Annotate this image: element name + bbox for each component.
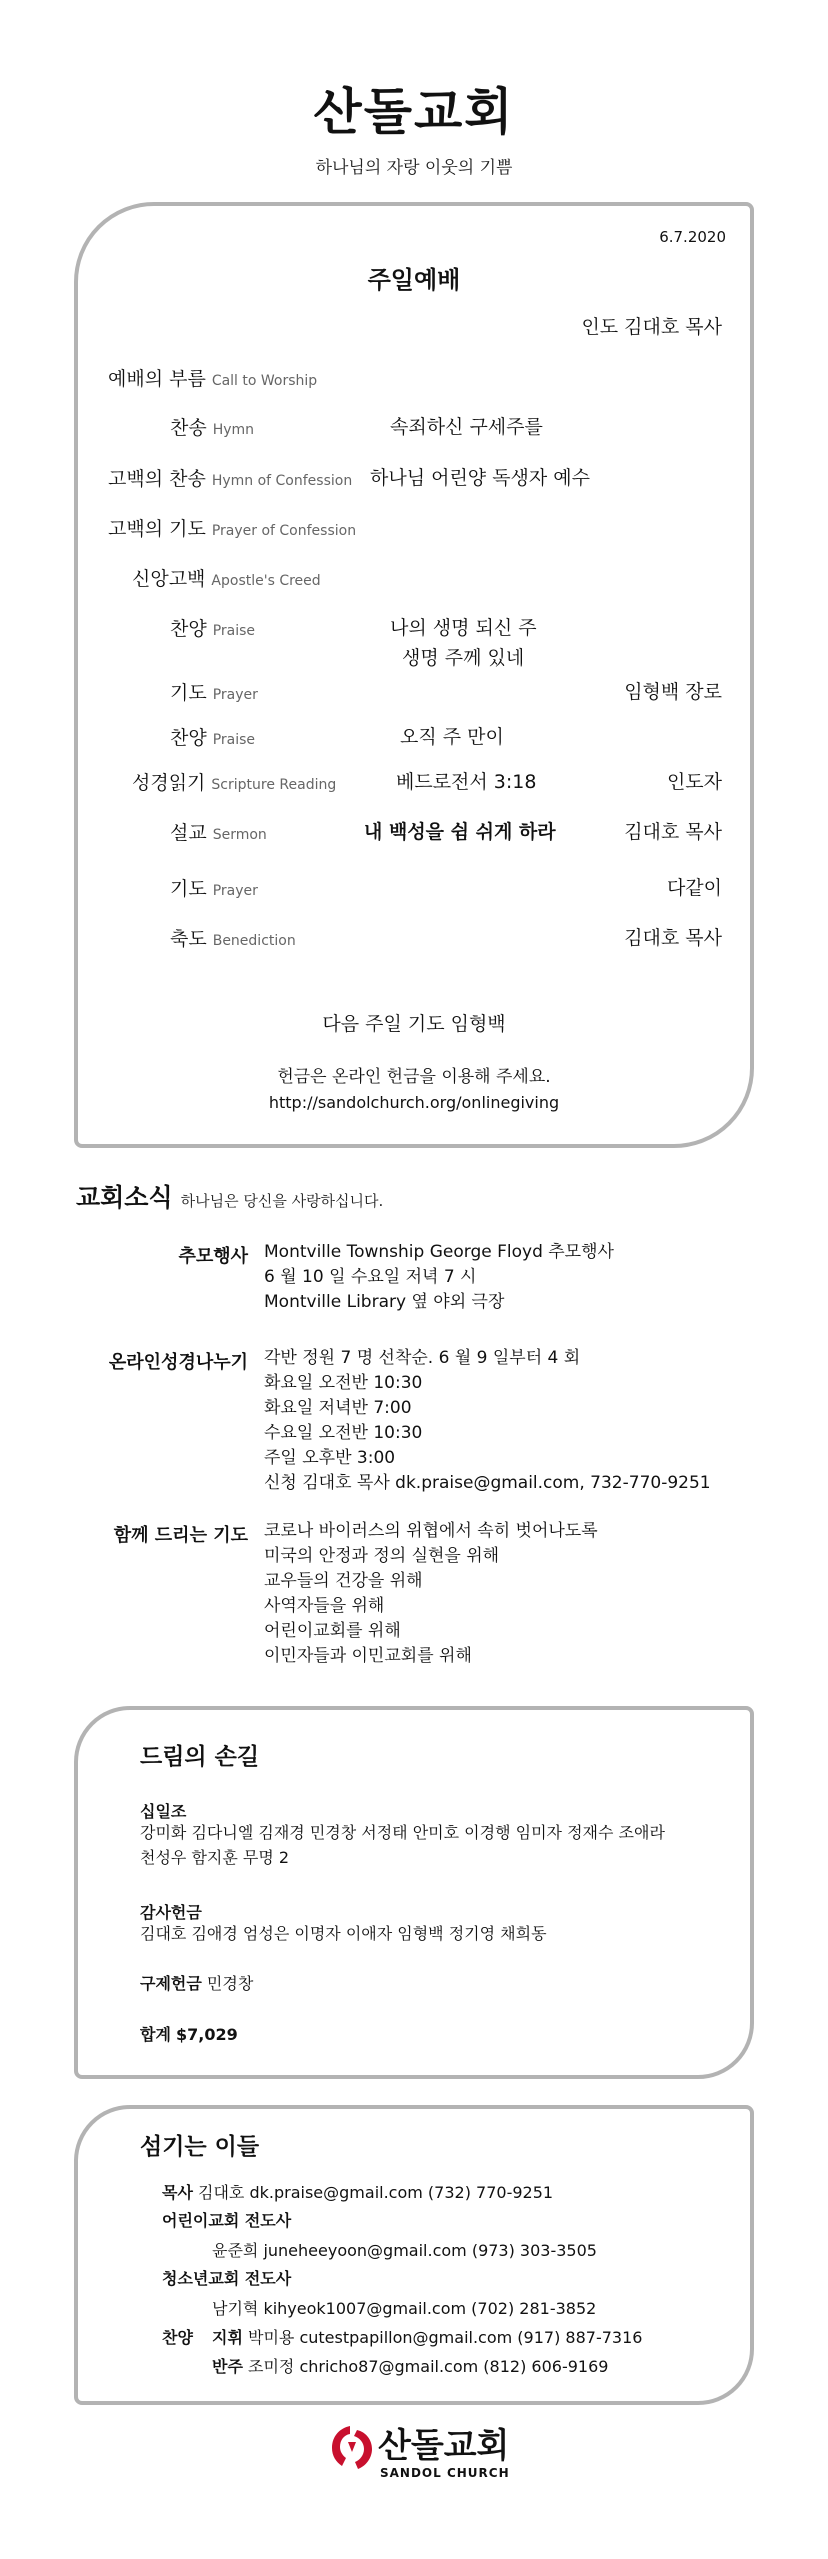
order-label: 기도 bbox=[170, 878, 207, 900]
news-line: 교우들의 건강을 위해 bbox=[264, 1571, 423, 1591]
thanks-names: 김대호 김애경 엄성은 이명자 이애자 임형백 정기영 채희동 bbox=[140, 1924, 547, 1943]
news-line: 수요일 오전반 10:30 bbox=[264, 1423, 423, 1443]
pastor-role: 목사 bbox=[162, 2183, 193, 2202]
news-label: 추모행사 bbox=[178, 1246, 248, 1267]
news-label: 온라인성경나누기 bbox=[108, 1352, 248, 1373]
order-label-en: Prayer bbox=[212, 883, 258, 899]
worship-title: 주일예배 bbox=[367, 266, 461, 294]
order-label-en: Apostle's Creed bbox=[211, 573, 321, 589]
order-label: 찬양 bbox=[170, 727, 207, 749]
order-row-prayer bbox=[170, 678, 258, 705]
pastor-row bbox=[162, 2180, 553, 2203]
news-line: 화요일 저녁반 7:00 bbox=[264, 1398, 412, 1418]
next-prayer: 다음 주일 기도 임형백 bbox=[322, 1013, 506, 1035]
total-row bbox=[140, 2022, 238, 2047]
order-right: 인도자 bbox=[666, 771, 722, 793]
order-row-praise-2 bbox=[170, 723, 255, 750]
offering-link[interactable]: http://sandolchurch.org/onlinegiving bbox=[268, 1093, 560, 1112]
total-label: 합계 bbox=[140, 2025, 171, 2044]
youth-info: 남기혁 kihyeok1007@gmail.com (702) 281-3852 bbox=[212, 2299, 597, 2318]
order-label-en: Benediction bbox=[212, 933, 296, 949]
news-text bbox=[264, 1519, 598, 1669]
order-content: 베드로전서 3:18 bbox=[396, 771, 537, 793]
relief-row bbox=[140, 1971, 253, 1996]
accompanist-info: 조미정 chricho87@gmail.com (812) 606-9169 bbox=[248, 2357, 609, 2376]
order-row-prayer-2 bbox=[170, 874, 258, 901]
news-title-text: 교회소식 bbox=[76, 1183, 173, 1212]
news-title bbox=[76, 1178, 383, 1214]
footer-logo-en: SANDOL CHURCH bbox=[380, 2466, 510, 2480]
order-content: 생명 주께 있네 bbox=[402, 647, 525, 669]
church-title: 산돌교회 bbox=[313, 83, 515, 141]
order-label: 고백의 기도 bbox=[108, 518, 206, 540]
accompanist-role: 반주 bbox=[212, 2357, 243, 2376]
order-label: 예배의 부름 bbox=[108, 368, 206, 390]
church-logo-icon bbox=[328, 2422, 374, 2472]
youth-role: 청소년교회 전도사 bbox=[162, 2269, 292, 2288]
news-subtitle: 하나님은 당신을 사랑하십니다. bbox=[180, 1192, 384, 1210]
relief-name: 민경창 bbox=[206, 1974, 254, 1993]
order-label-en: Praise bbox=[212, 623, 256, 639]
order-row-confession-prayer bbox=[108, 514, 356, 541]
order-label-en: Call to Worship bbox=[211, 373, 318, 389]
news-line: Montville Library 옆 야외 극장 bbox=[264, 1292, 505, 1312]
tithe-label: 십일조 bbox=[140, 1802, 187, 1821]
news-line: 주일 오후반 3:00 bbox=[264, 1448, 396, 1468]
news-text bbox=[264, 1240, 614, 1315]
order-label-en: Scripture Reading bbox=[211, 777, 337, 793]
order-label: 신앙고백 bbox=[132, 568, 206, 590]
order-right: 다같이 bbox=[666, 877, 722, 899]
order-row-scripture bbox=[132, 768, 336, 795]
order-content: 나의 생명 되신 주 bbox=[390, 617, 537, 639]
news-line: 화요일 오전반 10:30 bbox=[264, 1373, 423, 1393]
children-info: 윤준희 juneheeyoon@gmail.com (973) 303-3505 bbox=[212, 2241, 597, 2260]
news-line: 미국의 안정과 정의 실현을 위해 bbox=[264, 1546, 500, 1566]
worship-order-box bbox=[74, 202, 754, 1148]
order-label: 설교 bbox=[170, 822, 207, 844]
order-label-en: Prayer of Confession bbox=[211, 523, 357, 539]
order-right: 김대호 목사 bbox=[624, 927, 722, 949]
thanks-label: 감사헌금 bbox=[140, 1903, 202, 1922]
total-value: $7,029 bbox=[176, 2025, 238, 2044]
tithe-line: 강미화 김다니엘 김재경 민경창 서정태 안미호 이경행 임미자 정재수 조애라 bbox=[140, 1823, 665, 1842]
news-line: 코로나 바이러스의 위협에서 속히 벗어나도록 bbox=[264, 1521, 598, 1541]
conductor-row bbox=[212, 2325, 642, 2348]
news-line: 6 월 10 일 수요일 저녁 7 시 bbox=[264, 1267, 477, 1287]
order-content: 하나님 어린양 독생자 예수 bbox=[370, 467, 591, 489]
pastor-info: 김대호 dk.praise@gmail.com (732) 770-9251 bbox=[198, 2183, 554, 2202]
order-row-benediction bbox=[170, 924, 296, 951]
order-row-praise-1 bbox=[170, 614, 255, 641]
order-row-creed bbox=[132, 564, 321, 591]
order-label: 찬송 bbox=[170, 417, 207, 439]
footer-logo-text: 산돌교회 bbox=[378, 2426, 510, 2466]
news-line: 각반 정원 7 명 선착순. 6 월 9 일부터 4 회 bbox=[264, 1348, 581, 1368]
order-label: 축도 bbox=[170, 928, 207, 950]
church-subtitle: 하나님의 자랑 이웃의 기쁨 bbox=[315, 158, 513, 178]
order-right: 임형백 장로 bbox=[624, 681, 722, 703]
news-label: 함께 드리는 기도 bbox=[113, 1525, 248, 1546]
order-row-call bbox=[108, 364, 317, 391]
children-role: 어린이교회 전도사 bbox=[162, 2211, 292, 2230]
order-row-sermon bbox=[170, 818, 267, 845]
order-label-en: Hymn of Confession bbox=[211, 473, 353, 489]
news-line: 어린이교회를 위해 bbox=[264, 1621, 401, 1641]
relief-label: 구제헌금 bbox=[140, 1974, 202, 1993]
order-content: 속죄하신 구세주를 bbox=[390, 416, 543, 438]
order-row-hymn bbox=[170, 413, 254, 440]
conductor-info: 박미용 cutestpapillon@gmail.com (917) 887-7316 bbox=[248, 2328, 643, 2347]
order-label-en: Hymn bbox=[212, 422, 255, 438]
offering-title: 드림의 손길 bbox=[140, 1744, 260, 1770]
order-label-en: Prayer bbox=[212, 687, 258, 703]
order-right: 김대호 목사 bbox=[624, 821, 722, 843]
bulletin-date: 6.7.2020 bbox=[659, 228, 726, 246]
news-text bbox=[264, 1346, 711, 1496]
news-line: 이민자들과 이민교회를 위해 bbox=[264, 1646, 472, 1666]
order-label: 성경읽기 bbox=[132, 772, 206, 794]
tithe-line: 천성우 함지훈 무명 2 bbox=[140, 1848, 290, 1867]
servants-title: 섬기는 이들 bbox=[140, 2134, 260, 2160]
offering-note: 헌금은 온라인 헌금을 이용해 주세요. bbox=[277, 1067, 551, 1087]
order-label-en: Praise bbox=[212, 732, 256, 748]
accompanist-row bbox=[212, 2354, 608, 2377]
order-content: 오직 주 만이 bbox=[400, 726, 504, 748]
news-line: Montville Township George Floyd 추모행사 bbox=[264, 1242, 614, 1262]
worship-leader: 인도 김대호 목사 bbox=[581, 316, 722, 338]
news-line: 사역자들을 위해 bbox=[264, 1596, 385, 1616]
tithe-names bbox=[140, 1820, 665, 1870]
order-label-en: Sermon bbox=[212, 827, 267, 843]
order-row-confession-hymn bbox=[108, 464, 352, 491]
conductor-role: 지휘 bbox=[212, 2328, 243, 2347]
news-line: 신청 김대호 목사 dk.praise@gmail.com, 732-770-9251 bbox=[264, 1473, 711, 1493]
praise-role: 찬양 bbox=[162, 2328, 193, 2347]
sermon-title: 내 백성을 쉼 쉬게 하라 bbox=[364, 821, 556, 843]
order-label: 고백의 찬송 bbox=[108, 468, 206, 490]
order-label: 찬양 bbox=[170, 618, 207, 640]
order-label: 기도 bbox=[170, 682, 207, 704]
